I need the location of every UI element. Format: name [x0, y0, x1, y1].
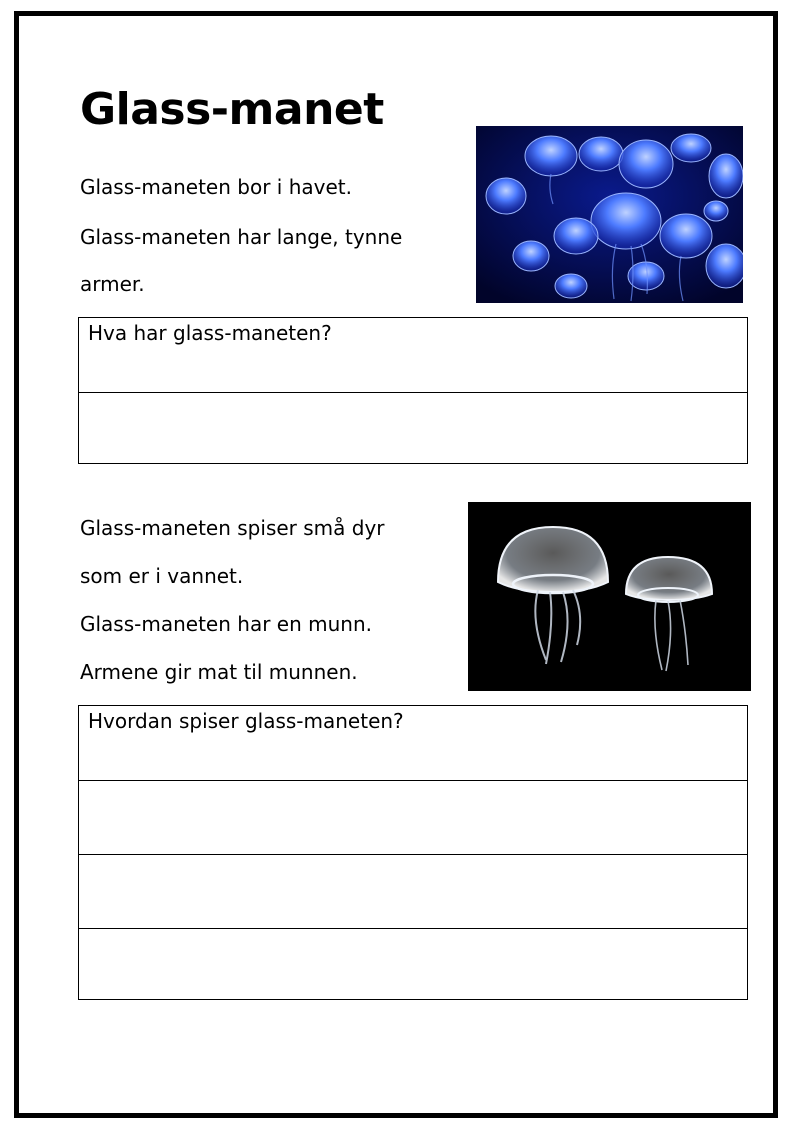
section1-line-2: Glass-maneten har lange, tynne	[80, 225, 403, 249]
section1-line-1: Glass-maneten bor i havet.	[80, 175, 352, 199]
page-title: Glass-manet	[80, 84, 384, 135]
section2-line-4: Armene gir mat til munnen.	[80, 660, 358, 684]
section2-line-3: Glass-maneten har en munn.	[80, 612, 372, 636]
question-2: Hvordan spiser glass-maneten?	[88, 709, 404, 733]
answer-box-1	[78, 317, 748, 464]
answer-box-2	[78, 705, 748, 1000]
blue-jellyfish-photo-icon	[476, 126, 743, 303]
answer-row-question[interactable]	[79, 318, 747, 392]
section2-line-1: Glass-maneten spiser små dyr	[80, 516, 385, 540]
answer-row-question[interactable]	[79, 706, 747, 780]
white-jellyfish-photo-icon	[468, 502, 751, 691]
answer-row-blank[interactable]	[79, 780, 747, 854]
white-jellyfish-photo	[468, 502, 751, 691]
question-1: Hva har glass-maneten?	[88, 321, 332, 345]
answer-row-blank[interactable]	[79, 392, 747, 466]
blue-jellyfish-photo	[476, 126, 743, 303]
answer-row-blank[interactable]	[79, 928, 747, 1002]
section2-line-2: som er i vannet.	[80, 564, 244, 588]
answer-row-blank[interactable]	[79, 854, 747, 928]
section1-line-3: armer.	[80, 272, 145, 296]
